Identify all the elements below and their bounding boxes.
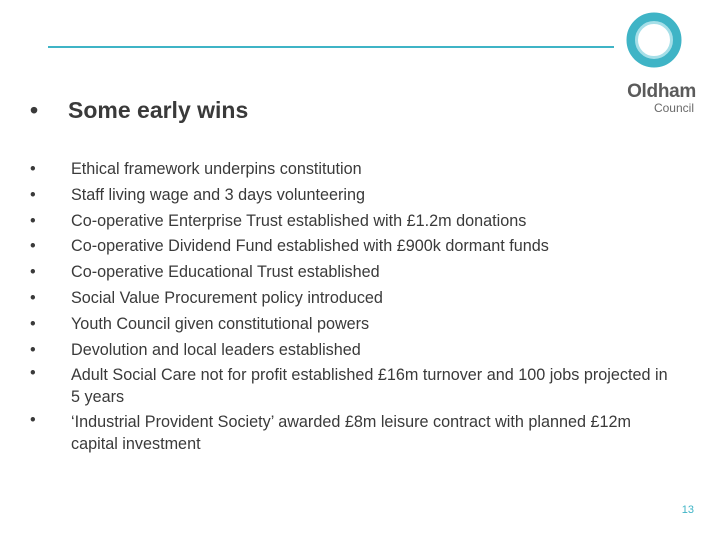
list-item	[30, 410, 670, 457]
list-item	[30, 312, 670, 338]
list-item-text: Co-operative Educational Trust established	[71, 263, 380, 282]
list-item-text: Social Value Procurement policy introduced	[71, 288, 383, 307]
list-item-text: Adult Social Care not for profit established £16m turnover and 100 jobs projected in 5 years	[71, 366, 668, 406]
list-item-text: ‘Industrial Provident Society’ awarded £8m leisure contract with planned £12m capital investment	[71, 413, 631, 453]
list-item	[30, 260, 670, 286]
bullet-dot: •	[30, 364, 36, 383]
list-item-text: Co-operative Dividend Fund established with £900k dormant funds	[71, 237, 549, 256]
bullet-dot: •	[30, 340, 36, 359]
heading-text: Some early wins	[68, 97, 249, 123]
list-item	[30, 183, 670, 209]
list-item	[30, 363, 670, 410]
list-item	[30, 286, 670, 312]
page-number: 13	[681, 504, 694, 516]
header-rule	[48, 46, 614, 48]
list-item	[30, 338, 670, 364]
list-item	[30, 157, 670, 183]
bullet-dot: •	[30, 237, 36, 256]
list-item-text: Devolution and local leaders established	[71, 340, 361, 359]
bullet-dot: •	[30, 263, 36, 282]
list-item	[30, 209, 670, 235]
logo-subtitle: Council	[653, 101, 694, 115]
bullet-dot: •	[30, 160, 36, 178]
ring-logo-icon	[626, 12, 682, 68]
list-item-text: Ethical framework underpins constitution	[71, 160, 362, 178]
list-item-text: Co-operative Enterprise Trust established with £1.2m donations	[71, 211, 527, 230]
bullet-dot: •	[30, 411, 36, 430]
heading-bullet: •	[30, 97, 39, 123]
bullet-list	[30, 157, 670, 457]
bullet-dot: •	[30, 185, 36, 204]
slide-heading	[30, 96, 248, 124]
oldham-council-logo	[612, 12, 708, 115]
list-item-text: Staff living wage and 3 days volunteering	[71, 185, 365, 204]
logo-name: Oldham	[627, 81, 696, 102]
list-item-text: Youth Council given constitutional powers	[71, 314, 370, 333]
bullet-dot: •	[30, 288, 36, 307]
bullet-dot: •	[30, 314, 36, 333]
list-item	[30, 234, 670, 260]
bullet-dot: •	[30, 211, 36, 230]
